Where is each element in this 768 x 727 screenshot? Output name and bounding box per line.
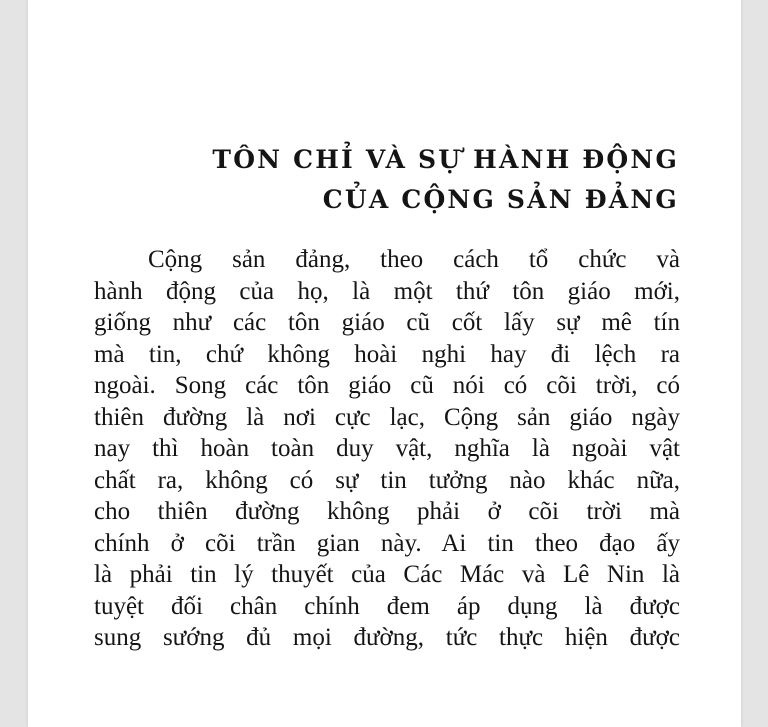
- text-line: ngoài. Song các tôn giáo cũ nói có cõi trời, có: [94, 372, 680, 399]
- text-line: mà tin, chứ không hoài nghi hay đi lệch ra: [94, 340, 680, 368]
- text-line: nay thì hoàn toàn duy vật, nghĩa là ngoài vật: [94, 435, 680, 462]
- chapter-title-line-2: CỦA CỘNG SẢN ĐẢNG: [322, 185, 679, 214]
- text-line: chính ở cõi trần gian này. Ai tin theo đạo ấy: [94, 529, 680, 557]
- text-line: hành động của họ, là một thứ tôn giáo mới,: [94, 277, 680, 305]
- book-page: [28, 0, 741, 727]
- text-line: sung sướng đủ mọi đường, tức thực hiện được: [94, 624, 680, 651]
- text-line: là phải tin lý thuyết của Các Mác và Lê Nin là: [94, 561, 680, 588]
- body-paragraph: [94, 244, 680, 654]
- text-line: chất ra, không có sự tin tưởng nào khác nữa,: [94, 466, 680, 494]
- text-line: tuyệt đối chân chính đem áp dụng là được: [94, 592, 680, 620]
- text-line: thiên đường là nơi cực lạc, Cộng sản giáo ngày: [94, 403, 680, 431]
- text-line: cho thiên đường không phải ở cõi trời mà: [94, 498, 680, 525]
- text-line: Cộng sản đảng, theo cách tổ chức và: [148, 246, 680, 273]
- chapter-title-line-1: TÔN CHỈ VÀ SỰ HÀNH ĐỘNG: [212, 145, 679, 174]
- text-line: giống như các tôn giáo cũ cốt lấy sự mê tín: [94, 309, 680, 336]
